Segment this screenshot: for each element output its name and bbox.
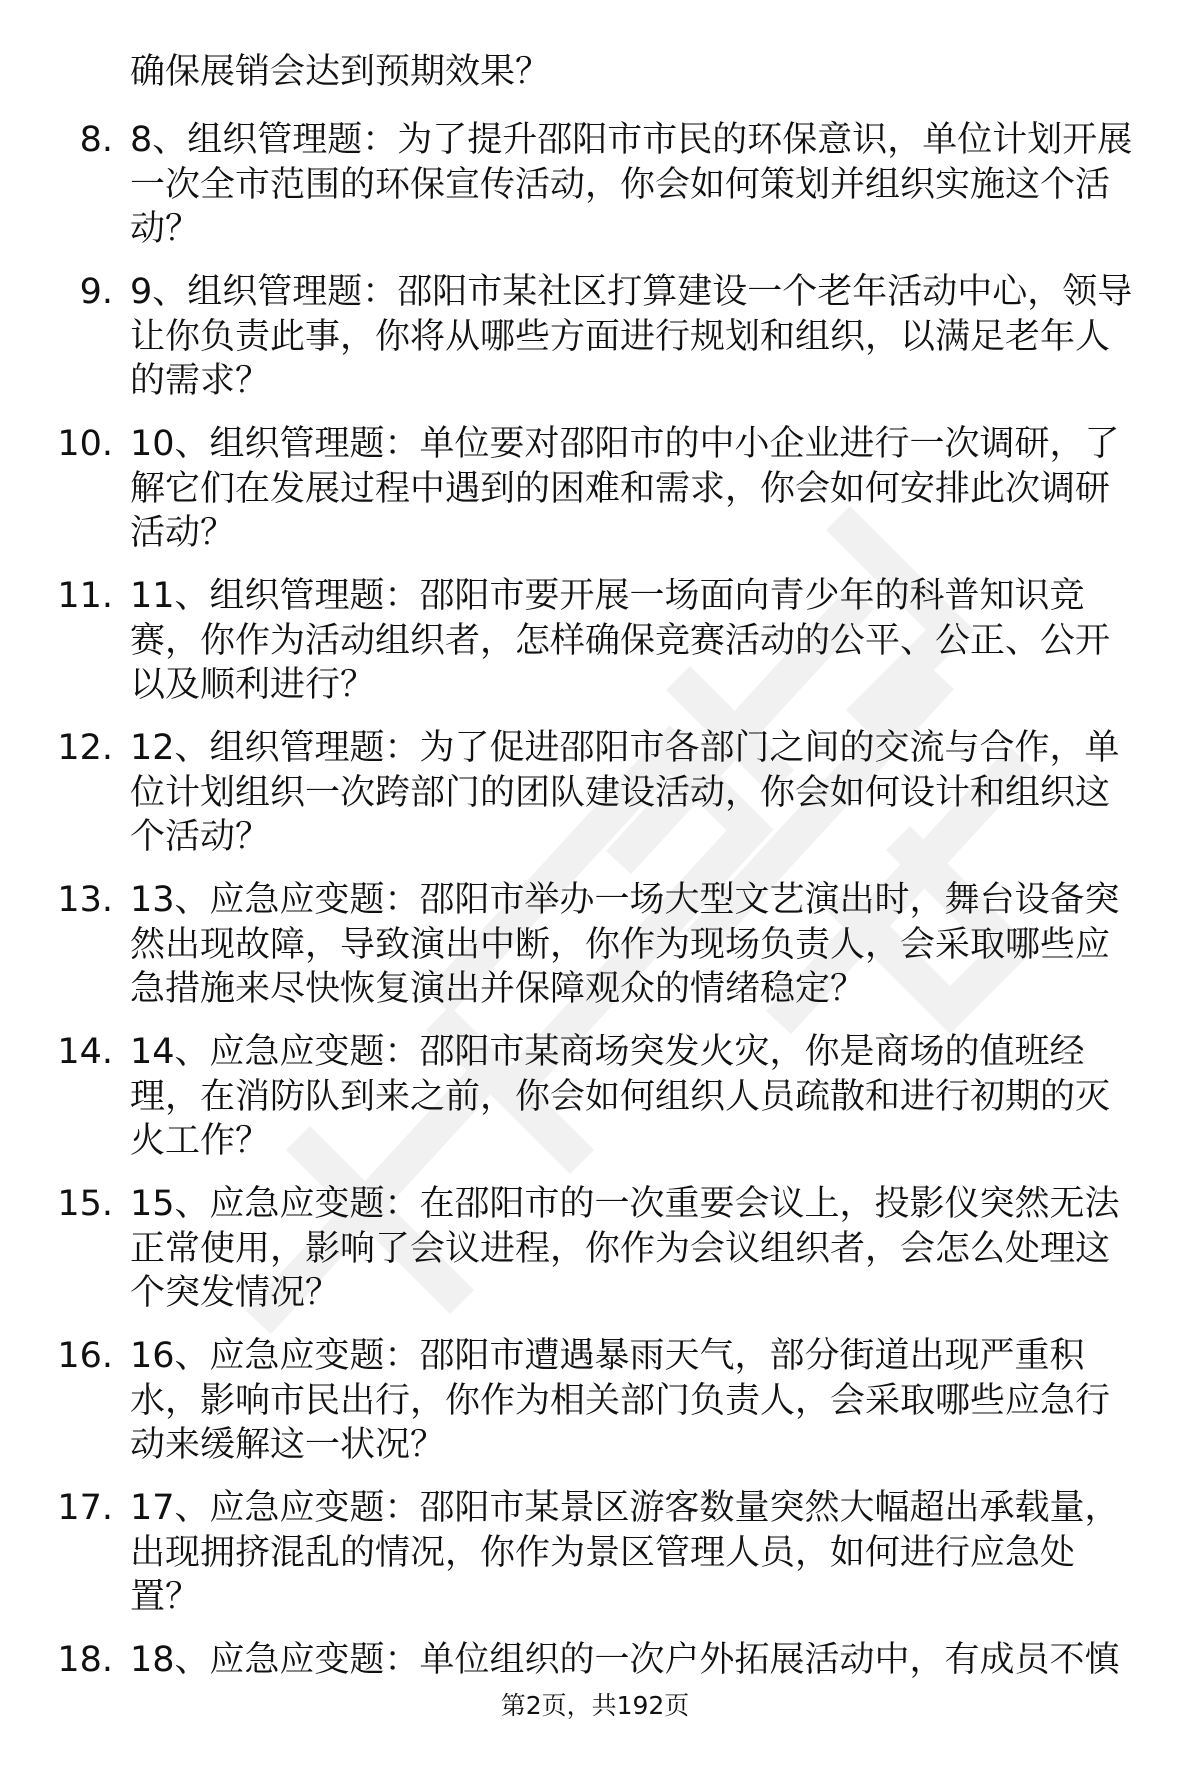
list-item — [0, 1182, 1190, 1334]
list-item — [0, 270, 1190, 422]
text-line: 置？ — [130, 1577, 201, 1617]
list-item-number: 8. — [79, 120, 113, 160]
list-item-number: 12. — [57, 728, 113, 768]
list-item — [0, 422, 1190, 574]
list-item-text — [130, 574, 1150, 708]
list-item-number: 14. — [57, 1032, 113, 1072]
text-line: 急措施来尽快恢复演出并保障观众的情绪稳定？ — [130, 969, 866, 1009]
text-line: 13、应急应变题：邵阳市举办一场大型文艺演出时，舞台设备突 — [130, 880, 1120, 920]
list-item-text — [130, 1182, 1150, 1316]
list-item-number: 10. — [57, 424, 113, 464]
text-line: 动？ — [130, 209, 201, 249]
text-line: 理，在消防队到来之前，你会如何组织人员疏散和进行初期的灭 — [130, 1076, 1111, 1117]
list-item — [0, 878, 1190, 1030]
text-line: 17、应急应变题：邵阳市某景区游客数量突然大幅超出承载量， — [130, 1488, 1120, 1528]
list-item-number: 11. — [57, 576, 113, 616]
question-list — [0, 118, 1190, 1790]
list-item-text — [130, 878, 1150, 1012]
text-line: 火工作？ — [130, 1121, 271, 1161]
list-item-text — [130, 118, 1150, 252]
list-item-number: 13. — [57, 880, 113, 920]
list-item-number: 16. — [57, 1336, 113, 1376]
list-item-text — [130, 726, 1150, 860]
text-line: 个突发情况？ — [130, 1273, 341, 1313]
text-line: 的需求？ — [130, 361, 271, 401]
text-line: 水，影响市民出行，你作为相关部门负责人，会采取哪些应急行 — [130, 1380, 1111, 1421]
list-item — [0, 1638, 1190, 1790]
text-line: 活动？ — [130, 513, 236, 553]
list-item-text — [130, 270, 1150, 404]
list-item — [0, 118, 1190, 270]
list-item-text — [130, 422, 1150, 556]
continuation-line: 确保展销会达到预期效果？ — [130, 52, 551, 92]
list-item — [0, 1486, 1190, 1638]
text-line: 以及顺利进行？ — [130, 665, 376, 705]
text-line: 然出现故障，导致演出中断，你作为现场负责人，会采取哪些应 — [130, 924, 1111, 965]
text-line: 15、应急应变题：在邵阳市的一次重要会议上，投影仪突然无法 — [130, 1184, 1120, 1224]
list-item — [0, 1030, 1190, 1182]
list-item-number: 15. — [57, 1184, 113, 1224]
text-line: 8、组织管理题：为了提升邵阳市市民的环保意识，单位计划开展 — [130, 120, 1133, 160]
text-line: 赛，你作为活动组织者，怎样确保竞赛活动的公平、公正、公开 — [130, 620, 1111, 661]
text-line: 14、应急应变题：邵阳市某商场突发火灾，你是商场的值班经 — [130, 1032, 1085, 1072]
text-line: 正常使用，影响了会议进程，你作为会议组织者，会怎么处理这 — [130, 1228, 1111, 1269]
text-line: 一次全市范围的环保宣传活动，你会如何策划并组织实施这个活 — [130, 164, 1111, 205]
list-item — [0, 574, 1190, 726]
text-line: 个活动？ — [130, 817, 271, 857]
list-item-text — [130, 1638, 1150, 1683]
list-item-text — [130, 1030, 1150, 1164]
text-line: 16、应急应变题：邵阳市遭遇暴雨天气，部分街道出现严重积 — [130, 1336, 1085, 1376]
text-line: 12、组织管理题：为了促进邵阳市各部门之间的交流与合作，单 — [130, 728, 1120, 768]
list-item-number: 18. — [57, 1640, 113, 1680]
text-line: 9、组织管理题：邵阳市某社区打算建设一个老年活动中心，领导 — [130, 272, 1133, 312]
text-line: 动来缓解这一状况？ — [130, 1425, 446, 1465]
text-line: 出现拥挤混乱的情况，你作为景区管理人员，如何进行应急处 — [130, 1532, 1076, 1573]
text-line: 让你负责此事，你将从哪些方面进行规划和组织，以满足老年人 — [130, 316, 1111, 357]
text-line: 解它们在发展过程中遇到的困难和需求，你会如何安排此次调研 — [130, 468, 1111, 509]
list-item — [0, 726, 1190, 878]
text-line: 11、组织管理题：邵阳市要开展一场面向青少年的科普知识竞 — [130, 576, 1085, 616]
list-item — [0, 1334, 1190, 1486]
text-line: 10、组织管理题：单位要对邵阳市的中小企业进行一次调研，了 — [130, 424, 1120, 464]
page-footer: 第2页，共192页 — [500, 1691, 690, 1720]
text-line: 18、应急应变题：单位组织的一次户外拓展活动中，有成员不慎 — [130, 1640, 1120, 1680]
list-item-number: 17. — [57, 1488, 113, 1528]
list-item-number: 9. — [79, 272, 113, 312]
list-item-text — [130, 1486, 1150, 1620]
text-line: 位计划组织一次跨部门的团队建设活动，你会如何设计和组织这 — [130, 772, 1111, 813]
list-item-text — [130, 1334, 1150, 1468]
